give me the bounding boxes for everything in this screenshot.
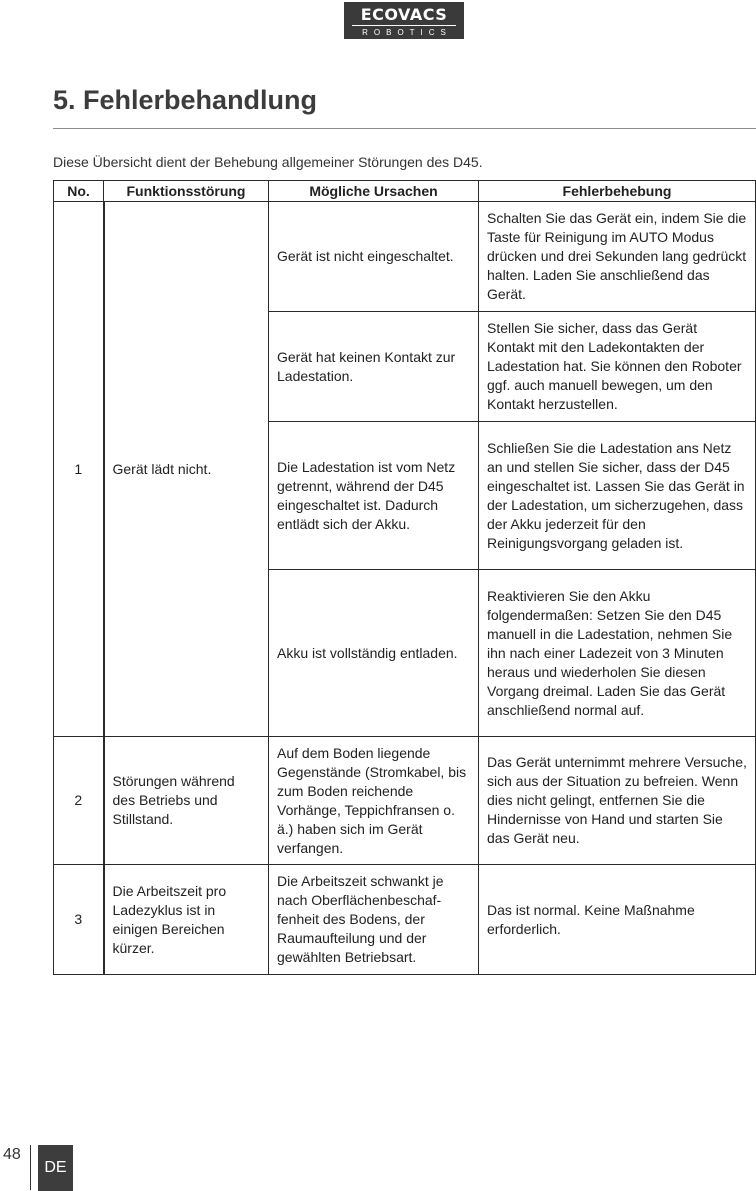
header-no: No. [54,181,104,202]
solution-cell: Das ist normal. Keine Maßnahme erforderlich. [479,865,756,975]
cause-cell: Akku ist vollständig entladen. [269,570,479,737]
solution-cell: Das Gerät unternimmt mehrere Versuche, sich aus der Situation zu befreien. Wenn dies nicht gelingt, entfernen Sie die Hindernisse von Hand und starten Sie das Gerät neu. [479,737,756,865]
cause-cell: Die Ladestation ist vom Netz getrennt, während der D45 eingeschaltet ist. Dadurch entlädt sich der Akku. [269,422,479,570]
troubleshooting-table [53,180,756,975]
language-tab: DE [38,1145,73,1191]
header-symptom: Funktionsstörung [104,181,269,202]
header-cause: Mögliche Ursachen [269,181,479,202]
page-number: 48 [3,1146,21,1163]
intro-text: Diese Übersicht dient der Behebung allgemeiner Störungen des D45. [53,154,483,170]
logo-brand-text: ECOVACS [352,6,456,26]
section-title: 5. Fehlerbehandlung [53,85,318,115]
row-number: 3 [54,865,104,975]
header-solution: Fehlerbehebung [479,181,756,202]
table-row [54,202,756,312]
row-number: 1 [54,202,104,737]
symptom-cell: Störungen während des Betriebs und Stillstand. [104,737,269,865]
logo-sub-text: ROBOTICS [362,28,452,37]
solution-cell: Schalten Sie das Gerät ein, indem Sie die Taste für Reinigung im AUTO Modus drücken und drei Sekunden lang gedrückt halten. Laden Sie anschließend das Gerät. [479,202,756,312]
table-row [54,865,756,975]
title-divider [53,128,756,129]
table-header-row [54,181,756,202]
symptom-cell: Gerät lädt nicht. [104,202,269,737]
solution-cell: Reaktivieren Sie den Akku folgendermaßen: Setzen Sie den D45 manuell in die Ladestation, nehmen Sie ihn nach einer Ladezeit von 3 Minuten heraus und wiederholen Sie diesen Vorgang dreimal. Laden Sie das Gerät anschließend normal auf. [479,570,756,737]
cause-cell: Auf dem Boden liegende Gegenstände (Stromkabel, bis zum Boden reichende Vorhänge, Teppichfransen o. ä.) haben sich im Gerät verfangen. [269,737,479,865]
table-row [54,737,756,865]
solution-cell: Stellen Sie sicher, dass das Gerät Kontakt mit den Ladekontakten der Ladestation hat. Sie können den Roboter ggf. auch manuell bewegen, um den Kontakt herzustellen. [479,312,756,422]
cause-cell: Gerät ist nicht eingeschaltet. [269,202,479,312]
footer-divider [30,1145,31,1190]
cause-cell: Die Arbeitszeit schwankt je nach Oberflächenbeschaf-fenheit des Bodens, der Raumaufteilung und der gewählten Betriebsart. [269,865,479,975]
ecovacs-logo [344,2,464,39]
cause-cell: Gerät hat keinen Kontakt zur Ladestation. [269,312,479,422]
row-number: 2 [54,737,104,865]
symptom-cell: Die Arbeitszeit pro Ladezyklus ist in einigen Bereichen kürzer. [104,865,269,975]
solution-cell: Schließen Sie die Ladestation ans Netz an und stellen Sie sicher, dass der D45 eingeschaltet ist. Lassen Sie das Gerät in der Ladestation, um sicherzugehen, dass der Akku jederzeit für den Reinigungsvorgang geladen ist. [479,422,756,570]
